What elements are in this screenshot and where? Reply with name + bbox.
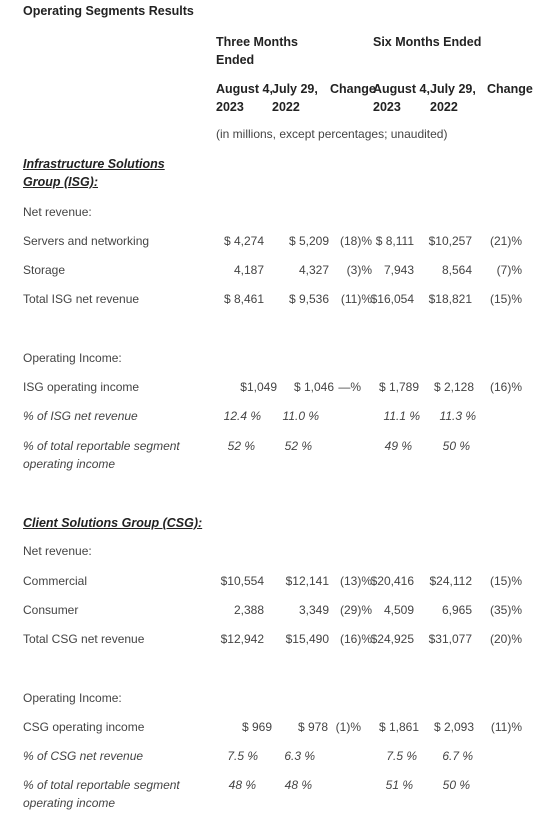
cell-value: $1,049 [240, 380, 277, 394]
header-col-jul29-2022-six: July 29, 2022 [430, 82, 476, 114]
row-label: % of CSG net revenue [23, 749, 144, 763]
cell-value: $ 5,209 [288, 234, 329, 248]
cell-value: (18)% [339, 234, 372, 248]
cell-value: 8,564 [441, 263, 472, 277]
cell-value: (15)% [489, 574, 522, 588]
cell-value: $ 2,128 [433, 380, 474, 394]
row-label: Servers and networking [23, 234, 150, 248]
header-six-months: Six Months Ended [373, 35, 482, 49]
cell-value: 2,388 [233, 603, 264, 617]
csg-operating-income-label: Operating Income: [23, 691, 122, 705]
cell-value: 3,349 [298, 603, 329, 617]
cell-value: $16,054 [370, 292, 414, 306]
header-col-change: Change [330, 82, 376, 96]
header-col-jul29-2022: July 29, 2022 [272, 82, 318, 114]
cell-value: $15,490 [285, 632, 329, 646]
cell-value: —% [338, 380, 361, 394]
isg-operating-income-label: Operating Income: [23, 351, 122, 365]
cell-value: 49 % [384, 439, 412, 453]
row-label: Total ISG net revenue [23, 292, 140, 306]
cell-value: $ 4,274 [223, 234, 264, 248]
cell-value: $20,416 [370, 574, 414, 588]
cell-value: $ 978 [297, 720, 328, 734]
cell-value: (15)% [489, 292, 522, 306]
cell-value: $12,942 [220, 632, 264, 646]
row-label: CSG operating income [23, 720, 145, 734]
cell-value: 7.5 % [386, 749, 417, 763]
units-note: (in millions, except percentages; unaudited) [216, 127, 448, 141]
cell-value: 7,943 [383, 263, 414, 277]
cell-value: $10,257 [428, 234, 472, 248]
cell-value: 6.7 % [442, 749, 473, 763]
cell-value: (1)% [335, 720, 361, 734]
row-label: Commercial [23, 574, 88, 588]
cell-value: 48 % [228, 778, 256, 792]
header-three-months: Three Months Ended [216, 35, 298, 67]
cell-value: 12.4 % [223, 409, 261, 423]
row-label: % of total reportable segment operating income [23, 439, 180, 471]
cell-value: 52 % [284, 439, 312, 453]
header-col-aug4-2023-six: August 4, 2023 [373, 82, 430, 114]
cell-value: $12,141 [285, 574, 329, 588]
cell-value: (35)% [489, 603, 522, 617]
cell-value: 51 % [385, 778, 413, 792]
row-label: Total CSG net revenue [23, 632, 145, 646]
section-title-isg: Infrastructure Solutions Group (ISG): [23, 157, 165, 189]
cell-value: 50 % [442, 778, 470, 792]
cell-value: (21)% [489, 234, 522, 248]
cell-value: 11.1 % [383, 409, 420, 423]
cell-value: (20)% [489, 632, 522, 646]
cell-value: 11.3 % [439, 409, 476, 423]
cell-value: 4,509 [383, 603, 414, 617]
cell-value: 6,965 [441, 603, 472, 617]
page-title: Operating Segments Results [23, 4, 194, 18]
cell-value: (7)% [496, 263, 522, 277]
cell-value: 6.3 % [284, 749, 315, 763]
cell-value: $ 1,046 [293, 380, 334, 394]
cell-value: $ 1,861 [378, 720, 419, 734]
cell-value: $ 2,093 [433, 720, 474, 734]
row-label: % of total reportable segment operating income [23, 778, 180, 810]
cell-value: 50 % [442, 439, 470, 453]
cell-value: $31,077 [428, 632, 472, 646]
cell-value: $ 8,461 [223, 292, 264, 306]
cell-value: $10,554 [220, 574, 264, 588]
cell-value: $18,821 [428, 292, 472, 306]
csg-net-revenue-label: Net revenue: [23, 544, 92, 558]
cell-value: 52 % [227, 439, 255, 453]
row-label: % of ISG net revenue [23, 409, 138, 423]
cell-value: 11.0 % [282, 409, 319, 423]
row-label: Storage [23, 263, 66, 277]
cell-value: (11)% [340, 292, 372, 306]
row-label: Consumer [23, 603, 79, 617]
cell-value: $ 1,789 [378, 380, 419, 394]
cell-value: 4,327 [298, 263, 329, 277]
header-col-change-six: Change [487, 82, 533, 96]
cell-value: $ 969 [241, 720, 272, 734]
section-title-csg: Client Solutions Group (CSG): [23, 516, 203, 530]
cell-value: $ 9,536 [288, 292, 329, 306]
header-col-aug4-2023: August 4, 2023 [216, 82, 273, 114]
isg-net-revenue-label: Net revenue: [23, 205, 92, 219]
row-label: ISG operating income [23, 380, 140, 394]
cell-value: $ 8,111 [375, 234, 414, 248]
cell-value: (3)% [346, 263, 372, 277]
cell-value: 7.5 % [227, 749, 258, 763]
cell-value: 4,187 [233, 263, 264, 277]
cell-value: (16)% [339, 632, 372, 646]
cell-value: (16)% [489, 380, 522, 394]
cell-value: (13)% [339, 574, 372, 588]
cell-value: (11)% [490, 720, 522, 734]
cell-value: $24,112 [429, 574, 472, 588]
cell-value: 48 % [284, 778, 312, 792]
cell-value: (29)% [339, 603, 372, 617]
cell-value: $24,925 [370, 632, 414, 646]
